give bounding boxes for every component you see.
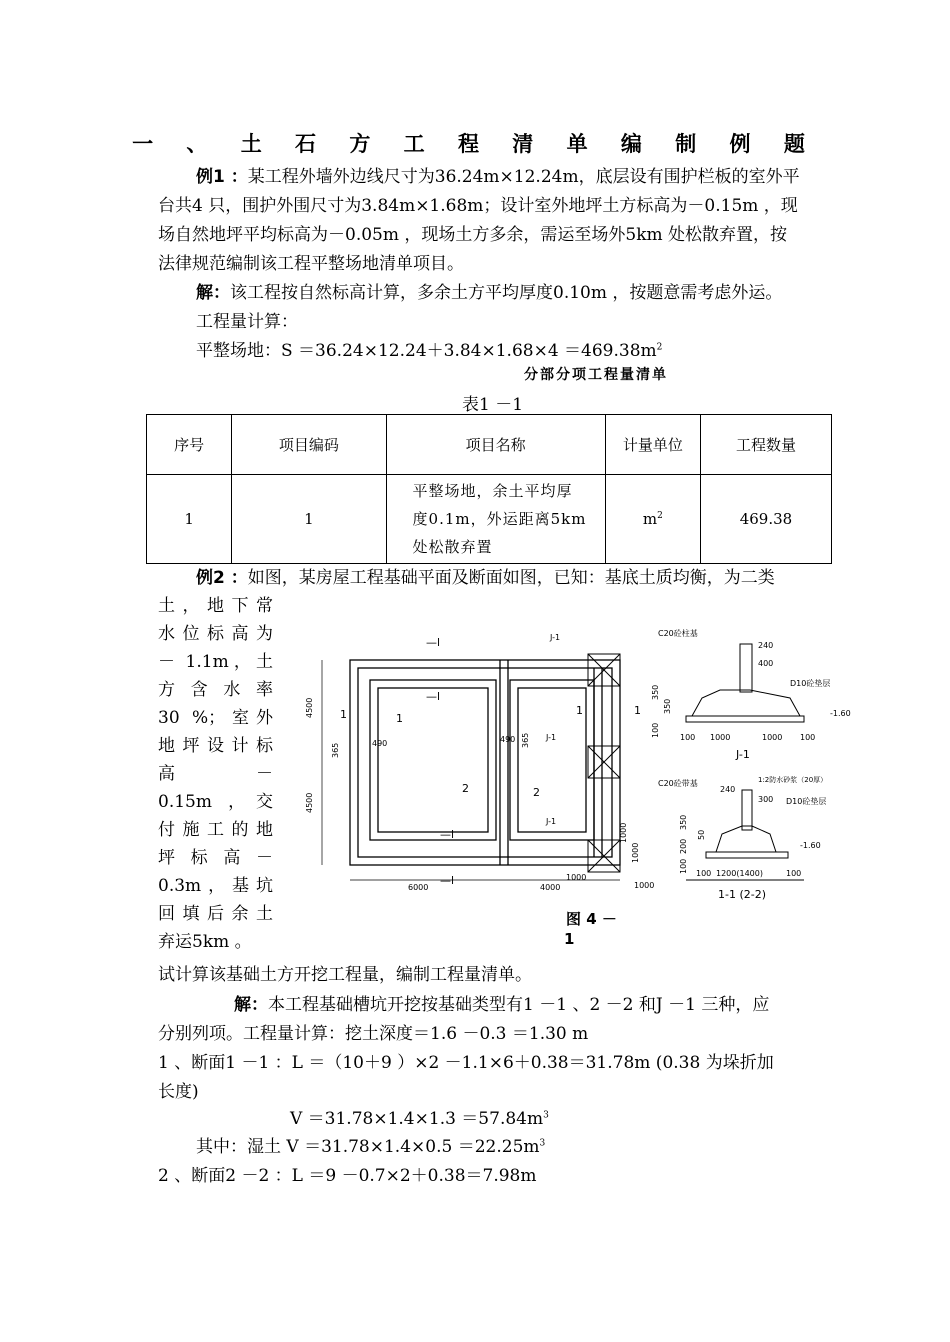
dim-490a: 490: [372, 739, 388, 748]
dim-1000d: 1000: [634, 881, 655, 890]
header-no: 序号: [147, 415, 232, 475]
cell-name: [386, 475, 605, 564]
j1-mid: J-1: [546, 733, 557, 742]
solution-text: 该工程按自然标高计算，多余土方平均厚度0.10m ，按题意需考虑外运。: [230, 283, 783, 303]
dimension-lines: [322, 660, 620, 880]
dim-365a: 365: [331, 742, 340, 758]
ex1-line4: 法律规范编制该工程平整场地清单项目。: [158, 254, 464, 274]
sol2-v1-sup: 3: [543, 1110, 549, 1121]
d10-pad-label: D10砼垫层: [790, 679, 831, 688]
sol2-s1: 1 、断面1 －1 ：L ＝（10＋9 ）×2 －1.1×6＋0.38＝31.78m (0.38 为垛折加: [158, 1053, 774, 1073]
dim-100c: 100: [679, 858, 688, 874]
column-footings: [588, 654, 620, 872]
sec-label-3: —l: [440, 828, 455, 841]
sec-label-2: —l: [426, 690, 441, 703]
c20-column-label: C20砼柱基: [658, 629, 698, 638]
sec-1c: 1: [634, 704, 641, 717]
col-line: － 1.1m，土: [158, 652, 273, 672]
sec-label-1: —l: [426, 636, 441, 649]
ex1-line1: [158, 162, 800, 187]
sol2-line2: 分别列项。工程量计算：挖土深度＝1.6 －0.3 ＝1.30 m: [158, 1024, 589, 1044]
sec-1b: 1: [396, 712, 403, 725]
sol2-line1: [158, 990, 769, 1015]
col-line: 弃运5km 。: [158, 932, 252, 952]
sol2-text1: 本工程基础槽坑开挖按基础类型有1 －1 、2 －2 和J －1 三种，应: [268, 995, 770, 1015]
dim-50: 50: [697, 829, 706, 840]
dim-100d: 100: [696, 869, 712, 878]
cell-name-l2: 度0.1m，外运距离5km: [412, 510, 587, 528]
col-line: 地坪设计标: [158, 736, 273, 756]
calc-formula: [196, 336, 662, 361]
ex1-label: 例1 ：: [196, 167, 248, 187]
cell-unit: [605, 475, 700, 564]
page-title: 一 、 土 石 方 工 程 清 单 编 制 例 题: [132, 132, 818, 156]
sol2-wet: [196, 1132, 545, 1157]
table-number: 表1 －1: [462, 395, 524, 415]
dim-490b: 490: [500, 735, 516, 744]
dim-240b: 240: [720, 785, 736, 794]
cell-name-l1: 平整场地，余土平均厚: [412, 482, 573, 500]
bill-table: [146, 414, 832, 564]
col-line: 坪标高－: [158, 848, 273, 868]
dim-4500-top: 4500: [305, 697, 314, 718]
header-name: 项目名称: [386, 415, 605, 475]
sec-2: 2: [462, 782, 469, 795]
sec-1: 1: [340, 708, 347, 721]
sol2-v1-text: V ＝31.78×1.4×1.3 ＝57.84m: [290, 1109, 544, 1129]
dim-1000b: 1000: [631, 842, 640, 863]
table-header-row: [147, 415, 832, 475]
dim-400: 400: [758, 659, 774, 668]
header-code: 项目编码: [232, 415, 386, 475]
dim-100-g: 100: [800, 733, 816, 742]
ex2-ask: 试计算该基础土方开挖工程量，编制工程量清单。: [158, 965, 532, 985]
ex2-column-text: [158, 592, 273, 956]
col-line: 0.15m ，交: [158, 792, 273, 812]
sol2-wet-sup: 3: [539, 1138, 546, 1149]
ex1-line2: 台共4 只，围护外围尺寸为3.84m×1.68m；设计室外地坪土方标高为－0.15m ，现: [158, 196, 798, 216]
cell-qty: 469.38: [700, 475, 831, 564]
dim-365b: 365: [521, 732, 530, 748]
ex1-text1: 某工程外墙外边线尺寸为36.24m×12.24m，底层设有围护栏板的室外平: [247, 167, 800, 187]
calc-label: 工程量计算：: [196, 312, 298, 332]
j1-section-label: J-1: [736, 748, 750, 761]
c20-strip-label: C20砼带基: [658, 779, 698, 788]
ex2-line1: [158, 563, 775, 588]
dim-1000a: 1000: [619, 822, 628, 843]
dim-1000c: 1000: [566, 873, 587, 882]
ex1-solution: [158, 278, 782, 303]
cell-unit-text: m: [642, 510, 658, 528]
dim-350b: 350: [663, 698, 672, 714]
dim-100b: 100: [680, 733, 696, 742]
dim-4500-bot: 4500: [305, 792, 314, 813]
col-line: 回填后余土: [158, 904, 273, 924]
d10-pad-label-2: D10砼垫层: [786, 797, 827, 806]
foundation-figure: [300, 618, 860, 938]
dim-1000-f: 1000: [762, 733, 783, 742]
waterproof-label: 1:2防水砂浆（20厚）: [758, 776, 828, 784]
j1-bot: J-1: [546, 817, 557, 826]
calc-formula-text: 平整场地：S ＝36.24×12.24＋3.84×1.68×4 ＝469.38m: [196, 341, 657, 361]
dim-240: 240: [758, 641, 774, 650]
cell-unit-sup: 2: [657, 511, 663, 521]
col-line: 付施工的地: [158, 820, 273, 840]
elev-160b: -1.60: [800, 841, 821, 850]
dim-200: 200: [679, 838, 688, 854]
sol2-s2: 2 、断面2 －2 ：L ＝9 －0.7×2＋0.38＝7.98m: [158, 1166, 537, 1186]
table-row: [147, 475, 832, 564]
elev-160: -1.60: [830, 709, 851, 718]
sec-2b: 2: [533, 786, 540, 799]
col-line: 方含水率: [158, 680, 273, 700]
dim-1000-e: 1000: [710, 733, 731, 742]
ex2-label: 例2 ：: [196, 568, 248, 588]
col-line: 土，地下常: [158, 596, 273, 616]
col-line: 0.3m，基坑: [158, 876, 273, 896]
dim-100e: 100: [786, 869, 802, 878]
sec-1d: 1: [576, 704, 583, 717]
ex1-line3: 场自然地坪平均标高为－0.05m ，现场土方多余，需运至场外5km 处松散弃置，按: [158, 225, 788, 245]
dim-350c: 350: [679, 814, 688, 830]
sol2-wet-text: 其中：湿土 V ＝31.78×1.4×0.5 ＝22.25m: [196, 1137, 540, 1157]
figure-caption-2: 1: [564, 930, 575, 948]
col-line: 高 －: [158, 764, 273, 784]
col-line: 30 %；室外: [158, 708, 273, 728]
dim-300: 300: [758, 795, 774, 804]
sec-label-4: —l: [440, 874, 455, 887]
sol2-label: 解：: [234, 995, 268, 1015]
table-caption: 分部分项工程量清单: [524, 367, 668, 383]
dim-1200: 1200(1400): [716, 869, 763, 878]
dim-350: 350: [651, 684, 660, 700]
solution-label: 解：: [196, 283, 230, 303]
ex2-text1: 如图，某房屋工程基础平面及断面如图，已知：基底土质均衡，为二类: [247, 568, 775, 588]
dim-4000: 4000: [540, 883, 561, 892]
dim-6000: 6000: [408, 883, 429, 892]
header-unit: 计量单位: [605, 415, 700, 475]
plan-walls: [350, 660, 620, 865]
section-caption: 1-1 (2-2): [718, 888, 767, 901]
sol2-v1: [290, 1104, 549, 1129]
sol2-s1b: 长度): [158, 1082, 199, 1102]
cell-code: 1: [232, 475, 386, 564]
calc-sup: 2: [656, 342, 663, 353]
figure-caption-1: 图 4 －: [566, 910, 617, 928]
cell-no: 1: [147, 475, 232, 564]
j1-section-drawing: [686, 644, 804, 722]
j1-top: J-1: [550, 633, 561, 642]
col-line: 水位标高为: [158, 624, 273, 644]
header-qty: 工程数量: [700, 415, 831, 475]
cell-name-l3: 处松散弃置: [412, 538, 493, 556]
dim-100: 100: [651, 722, 660, 738]
